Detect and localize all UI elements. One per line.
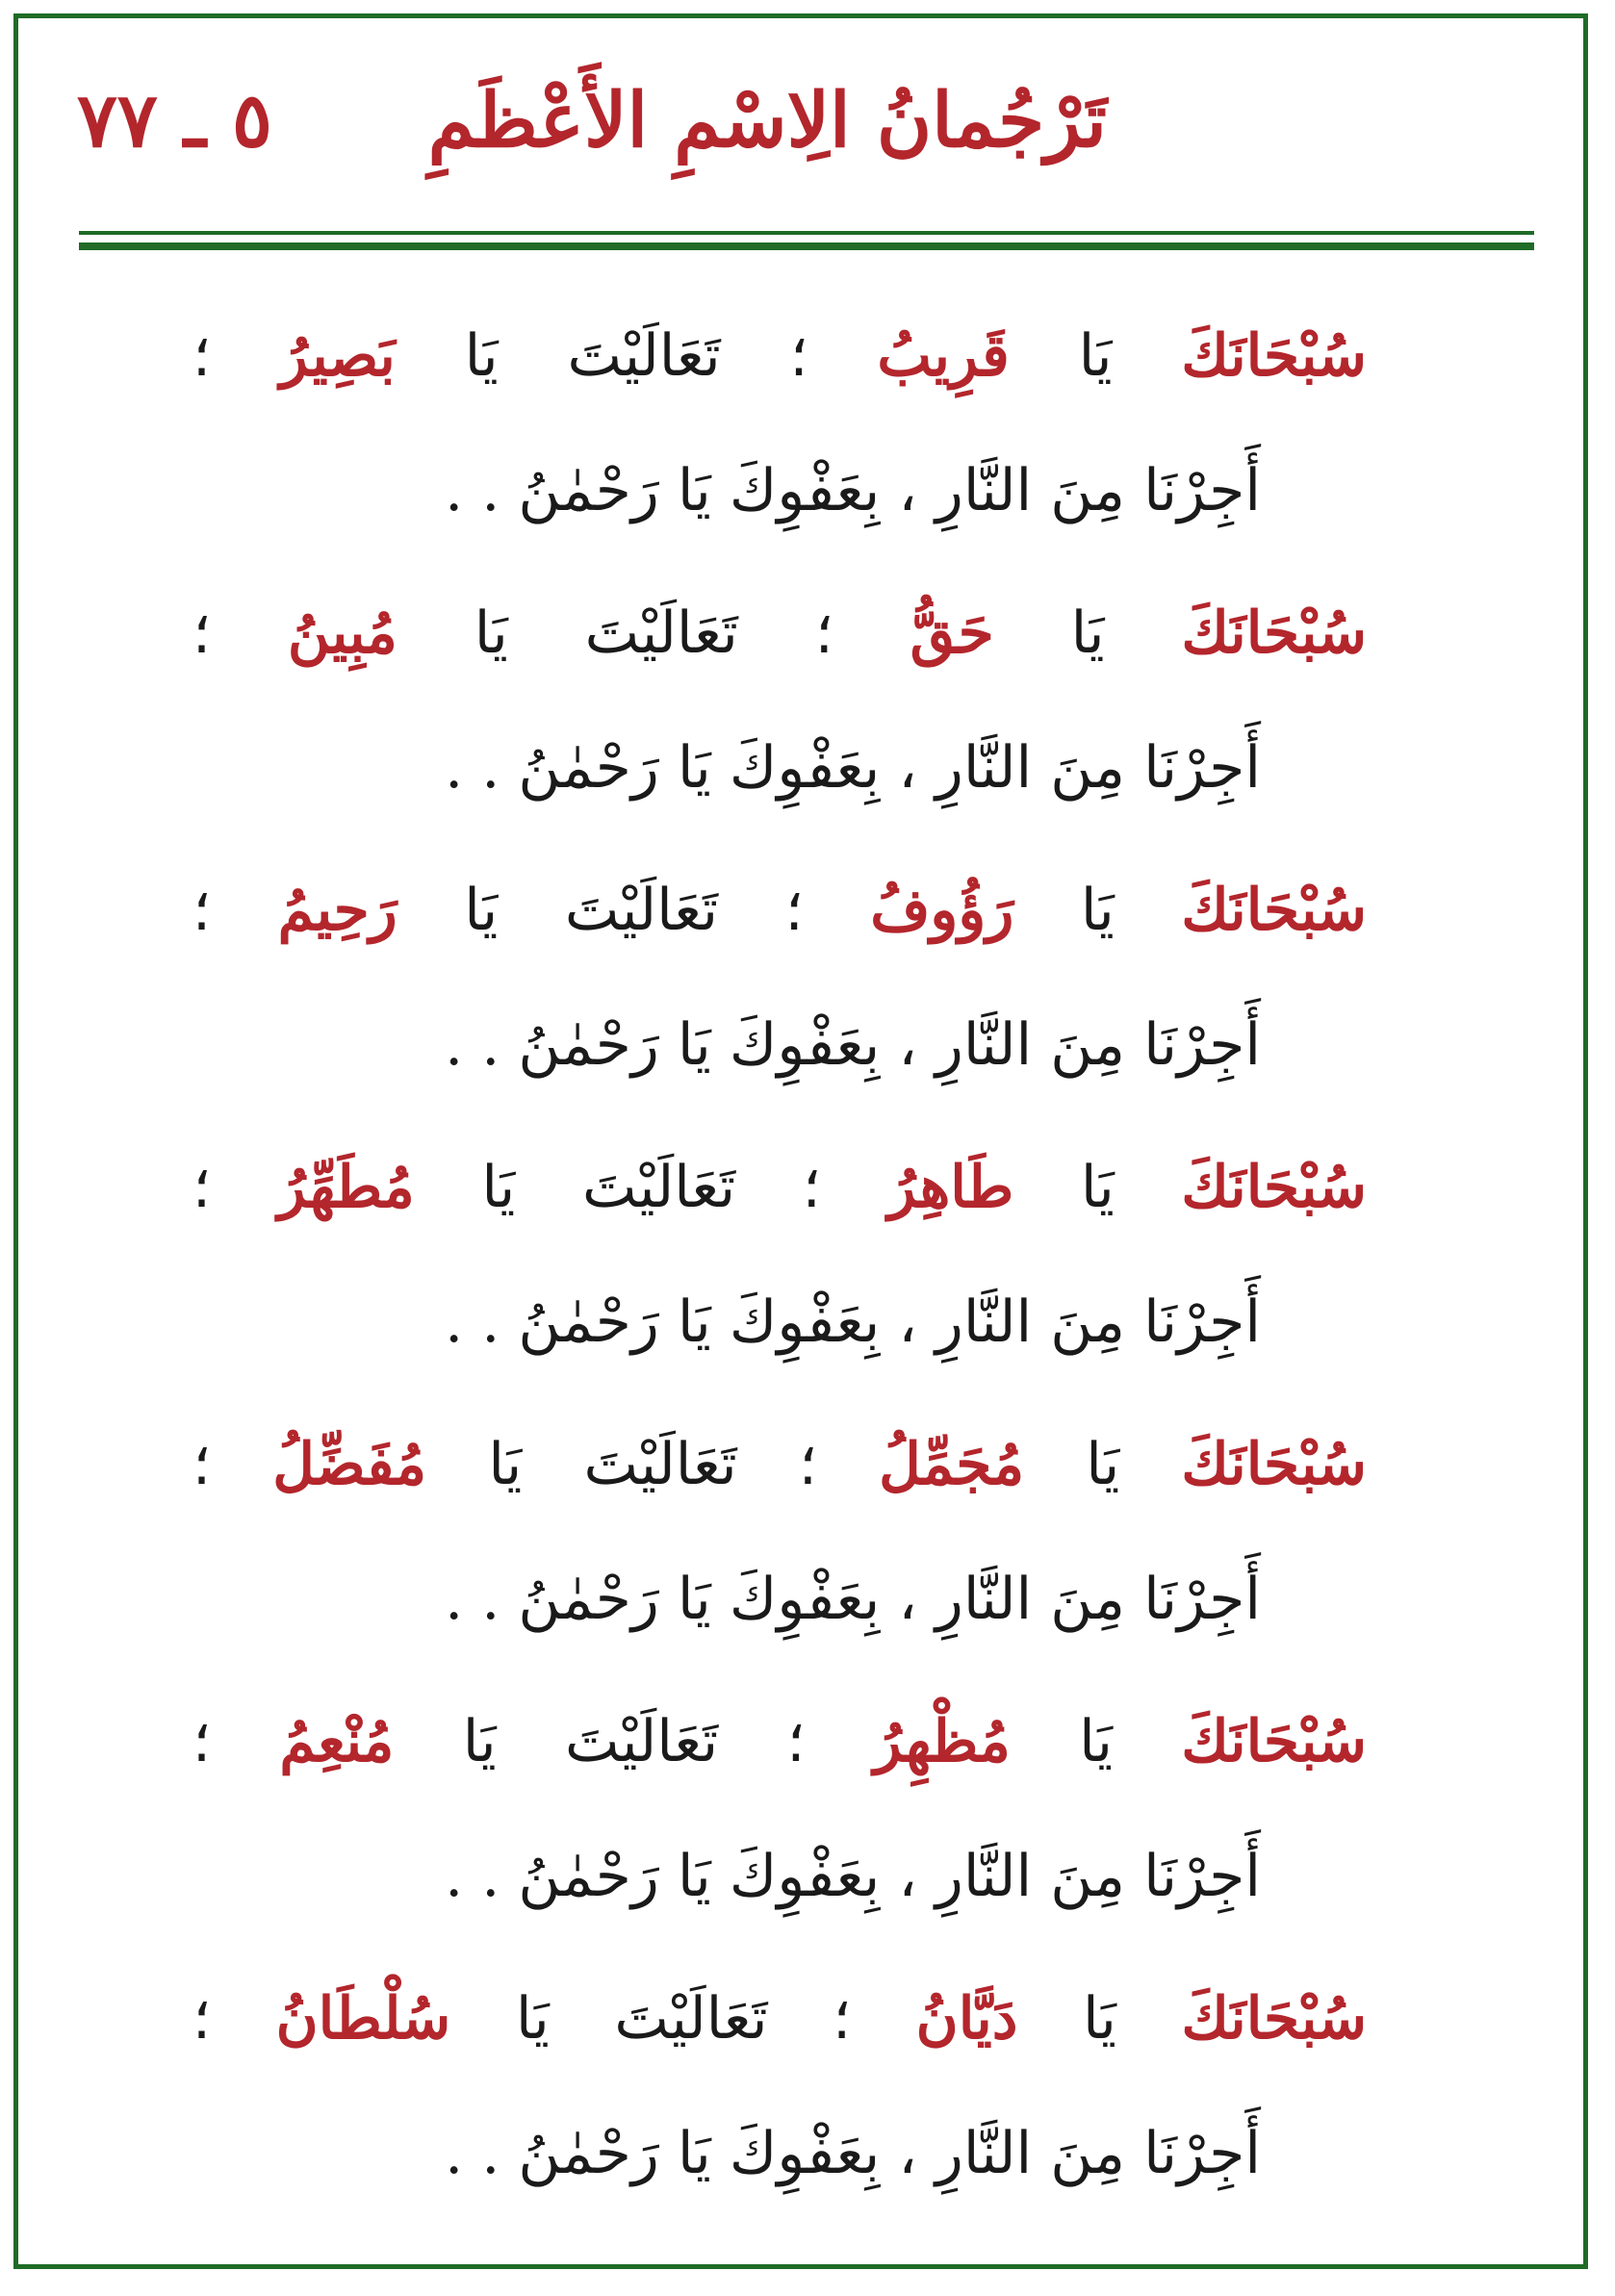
separator: ؛ [192, 1431, 212, 1498]
subhanak-word: سُبْحَانَكَ [1181, 1985, 1368, 2053]
refrain-line: أَجِرْنَا مِنَ النَّارِ ، بِعَفْوِكَ يَا رَحْمٰنُ . . [445, 734, 1261, 802]
vocative-word: يَا [1080, 877, 1115, 944]
taalayta-word: تَعَالَيْتَ [564, 1708, 719, 1775]
divine-name-2: مُطَهِّرُ [277, 1154, 415, 1221]
refrain-line: أَجِرْنَا مِنَ النَّارِ ، بِعَفْوِكَ يَا رَحْمٰنُ . . [445, 1843, 1261, 1910]
vocative-word: يَا [1070, 600, 1105, 667]
vocative-word: يَا [515, 1985, 550, 2053]
separator: ؛ [192, 1708, 212, 1775]
separator: ؛ [802, 1154, 821, 1221]
praise-line [192, 566, 1367, 701]
divine-name-1: رَؤُوفُ [870, 877, 1014, 944]
vocative-word: يَا [1082, 1985, 1116, 2053]
praise-line [192, 1120, 1367, 1255]
vocative-word: يَا [1079, 1708, 1114, 1775]
taalayta-word: تَعَالَيْتَ [614, 1985, 768, 2053]
separator: ؛ [192, 1985, 212, 2053]
vocative-word: يَا [1078, 322, 1113, 390]
page-number: ٥ ـ ٧٧ [77, 77, 272, 165]
divine-name-1: حَقُّ [910, 600, 994, 667]
divine-name-2: مُنْعِمُ [279, 1708, 395, 1775]
subhanak-word: سُبْحَانَكَ [1181, 1708, 1368, 1775]
stanza [192, 289, 1367, 566]
separator: ؛ [192, 1154, 212, 1221]
divine-name-2: مُبِينُ [287, 600, 397, 667]
separator: ؛ [192, 877, 212, 944]
subhanak-word: سُبْحَانَكَ [1181, 1154, 1368, 1221]
divine-name-2: مُفَضِّلُ [272, 1431, 427, 1498]
separator: ؛ [798, 1431, 817, 1498]
page-title: تَرْجُمانُ الِاسْمِ الأَعْظَمِ [427, 77, 1107, 165]
stanza [192, 1674, 1367, 1952]
separator: ؛ [833, 1985, 852, 2053]
vocative-word: يَا [464, 322, 499, 390]
refrain-line: أَجِرْنَا مِنَ النَّارِ ، بِعَفْوِكَ يَا رَحْمٰنُ . . [445, 2120, 1261, 2187]
divine-name-1: مُجَمِّلُ [879, 1431, 1025, 1498]
taalayta-word: تَعَالَيْتَ [567, 322, 721, 390]
vocative-word: يَا [462, 1708, 497, 1775]
divine-name-1: دَيَّانُ [915, 1985, 1018, 2053]
separator: ؛ [192, 600, 212, 667]
vocative-word: يَا [474, 600, 508, 667]
divine-name-1: طَاهِرُ [887, 1154, 1014, 1221]
stanza [192, 843, 1367, 1120]
divine-name-1: قَرِيبُ [877, 322, 1010, 390]
taalayta-word: تَعَالَيْتَ [581, 1154, 736, 1221]
praise-line [192, 1674, 1367, 1809]
subhanak-word: سُبْحَانَكَ [1181, 1431, 1368, 1498]
header-rule-thin [79, 231, 1534, 235]
taalayta-word: تَعَالَيْتَ [584, 600, 738, 667]
separator: ؛ [786, 1708, 806, 1775]
stanza [192, 1120, 1367, 1397]
refrain-line: أَجِرْنَا مِنَ النَّارِ ، بِعَفْوِكَ يَا رَحْمٰنُ . . [445, 1011, 1261, 1079]
divine-name-2: رَحِيمُ [277, 877, 397, 944]
subhanak-word: سُبْحَانَكَ [1181, 877, 1368, 944]
subhanak-word: سُبْحَانَكَ [1181, 600, 1368, 667]
divine-name-1: مُظْهِرُ [873, 1708, 1011, 1775]
praise-line [192, 1397, 1367, 1532]
page-header [77, 58, 1530, 202]
vocative-word: يَا [1080, 1154, 1115, 1221]
taalayta-word: تَعَالَيْتَ [583, 1431, 737, 1498]
stanza [192, 1397, 1367, 1674]
separator: ؛ [784, 877, 804, 944]
taalayta-word: تَعَالَيْتَ [564, 877, 719, 944]
subhanak-word: سُبْحَانَكَ [1181, 322, 1368, 390]
divine-name-2: بَصِيرُ [279, 322, 396, 390]
refrain-line: أَجِرْنَا مِنَ النَّارِ ، بِعَفْوِكَ يَا رَحْمٰنُ . . [445, 1288, 1261, 1356]
praise-line [192, 1952, 1367, 2086]
litany-body [192, 289, 1367, 2229]
header-rule-thick [79, 242, 1534, 250]
praise-line [192, 843, 1367, 978]
separator: ؛ [192, 322, 212, 390]
stanza [192, 1952, 1367, 2229]
vocative-word: يَا [481, 1154, 516, 1221]
separator: ؛ [814, 600, 833, 667]
refrain-line: أَجِرْنَا مِنَ النَّارِ ، بِعَفْوِكَ يَا رَحْمٰنُ . . [445, 1566, 1261, 1633]
separator: ؛ [789, 322, 808, 390]
vocative-word: يَا [464, 877, 499, 944]
praise-line [192, 289, 1367, 423]
vocative-word: يَا [488, 1431, 523, 1498]
vocative-word: يَا [1086, 1431, 1120, 1498]
stanza [192, 566, 1367, 843]
divine-name-2: سُلْطَانُ [275, 1985, 451, 2053]
refrain-line: أَجِرْنَا مِنَ النَّارِ ، بِعَفْوِكَ يَا رَحْمٰنُ . . [445, 457, 1261, 524]
